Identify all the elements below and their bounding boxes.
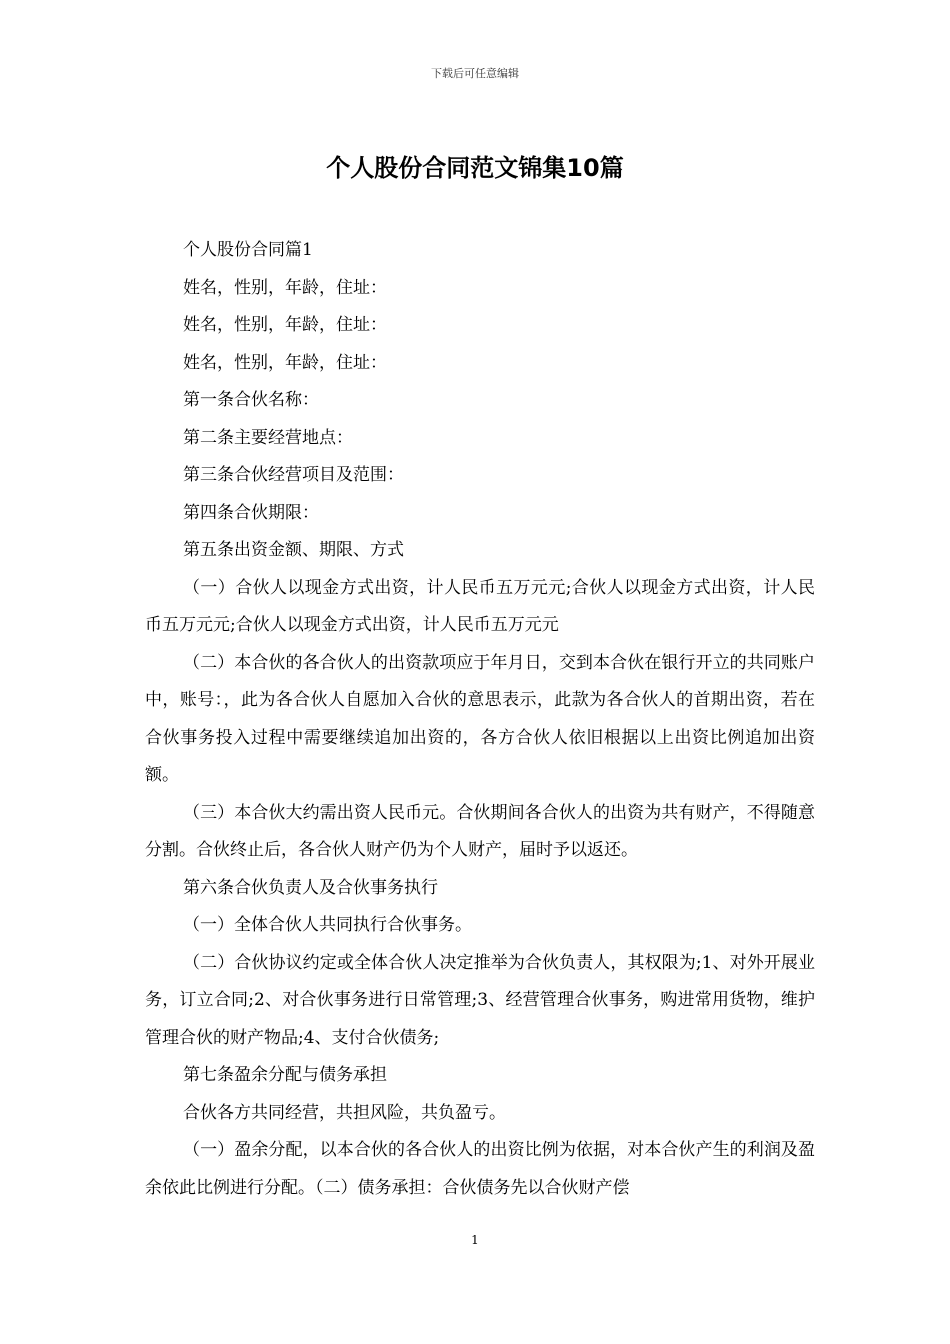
paragraph: 姓名，性别，年龄，住址： bbox=[183, 352, 387, 373]
paragraph: 姓名，性别，年龄，住址： bbox=[183, 277, 387, 298]
document-title: 个人股份合同范文锦集10篇 bbox=[326, 154, 624, 182]
paragraph: 第二条主要经营地点： bbox=[183, 427, 353, 448]
document-body bbox=[145, 232, 815, 1207]
paragraph: 第一条合伙名称： bbox=[183, 390, 319, 410]
paragraph: 个人股份合同篇1 bbox=[183, 240, 313, 260]
paragraph: 第五条出资金额、期限、方式 bbox=[183, 540, 404, 560]
paragraph: 第四条合伙期限： bbox=[183, 502, 319, 523]
paragraph: （一）盈余分配，以本合伙的各合伙人的出资比例为依据，对本合伙产生的利润及盈余依此比例进行分配。（二）债务承担：合伙债务先以合伙财产偿 bbox=[145, 1140, 815, 1198]
paragraph: 姓名，性别，年龄，住址： bbox=[183, 315, 387, 335]
paragraph: （一）全体合伙人共同执行合伙事务。 bbox=[183, 915, 472, 935]
paragraph: 第七条盈余分配与债务承担 bbox=[183, 1065, 387, 1085]
paragraph: 第三条合伙经营项目及范围： bbox=[183, 465, 404, 485]
paragraph: 第六条合伙负责人及合伙事务执行 bbox=[183, 877, 438, 898]
paragraph: （三）本合伙大约需出资人民币元。合伙期间各合伙人的出资为共有财产，不得随意分割。合伙终止后，各合伙人财产仍为个人财产，届时予以返还。 bbox=[145, 802, 815, 860]
page-number: 1 bbox=[471, 1233, 479, 1247]
header-note: 下载后可任意编辑 bbox=[431, 67, 519, 80]
paragraph: （二）合伙协议约定或全体合伙人决定推举为合伙负责人，其权限为;1、对外开展业务，订立合同;2、对合伙事务进行日常管理;3、经营管理合伙事务，购进常用货物，维护管理合伙的财产物品;4、支付合伙债务; bbox=[145, 952, 815, 1048]
paragraph: （一）合伙人以现金方式出资，计人民币五万元元;合伙人以现金方式出资，计人民币五万元元;合伙人以现金方式出资，计人民币五万元元 bbox=[145, 577, 815, 635]
paragraph: 合伙各方共同经营，共担风险，共负盈亏。 bbox=[183, 1102, 506, 1123]
paragraph: （二）本合伙的各合伙人的出资款项应于年月日，交到本合伙在银行开立的共同账户中，账号：，此为各合伙人自愿加入合伙的意思表示，此款为各合伙人的首期出资，若在合伙事务投入过程中需要继续追加出资的，各方合伙人依旧根据以上出资比例追加出资额。 bbox=[145, 652, 815, 785]
